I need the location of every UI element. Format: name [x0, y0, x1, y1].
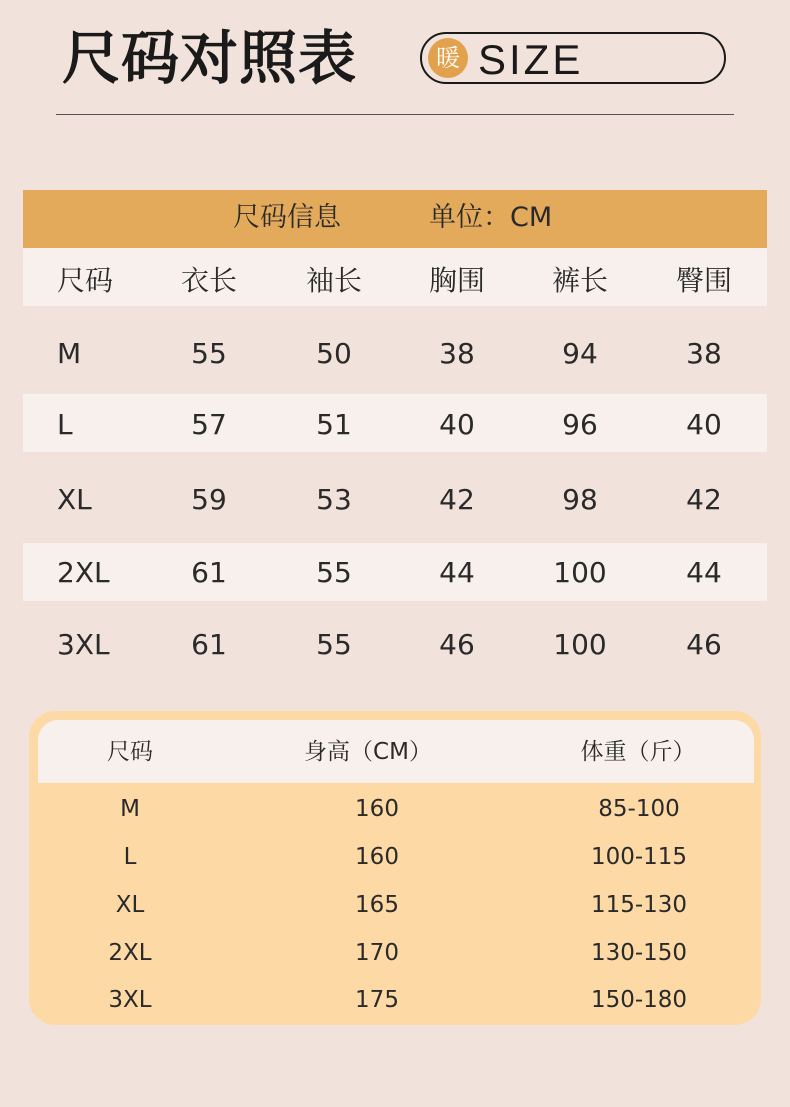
size-label: SIZE: [478, 36, 584, 83]
table-cell: 96: [562, 408, 598, 441]
table-cell: 175: [355, 987, 399, 1013]
table-cell: 170: [355, 940, 399, 966]
fit-header-size: 尺码: [107, 739, 153, 765]
table-cell: 44: [686, 556, 722, 589]
header-cell-pants: 裤长: [551, 264, 608, 297]
size-pill: [420, 32, 726, 84]
table-cell: 40: [686, 408, 722, 441]
table-cell: 50: [316, 337, 352, 370]
table-cell: L: [123, 844, 137, 870]
table-cell: 40: [439, 408, 475, 441]
table-cell: 61: [191, 556, 227, 589]
table-cell: 53: [316, 483, 352, 516]
table-cell: 160: [355, 796, 399, 822]
header-cell-chest: 胸围: [428, 264, 485, 297]
table-row: [23, 464, 767, 536]
table-cell: 2XL: [57, 556, 110, 589]
table-cell: 42: [686, 483, 722, 516]
table-cell: 38: [439, 337, 475, 370]
table-cell: 160: [355, 844, 399, 870]
table-cell: 165: [355, 892, 399, 918]
table-cell: 42: [439, 483, 475, 516]
table-row: [29, 879, 773, 927]
table-row: [23, 610, 767, 682]
table-cell: M: [120, 796, 140, 822]
unit-label: 单位：CM: [429, 202, 553, 233]
table-row: [29, 783, 773, 831]
table-cell: 85-100: [598, 796, 680, 822]
table-cell: L: [57, 408, 73, 441]
table-cell: 44: [439, 556, 475, 589]
table-cell: 100-115: [590, 844, 688, 870]
table-cell: 55: [316, 556, 352, 589]
table-cell: 2XL: [108, 940, 152, 966]
fit-header-weight: 体重（斤）: [580, 739, 696, 765]
table-cell: XL: [57, 483, 92, 516]
table-row: [29, 975, 773, 1023]
table-cell: 150-180: [590, 987, 688, 1013]
table-row: [23, 394, 767, 452]
table-cell: M: [57, 337, 82, 370]
fit-header-height: 身高（CM）: [304, 739, 432, 765]
table-cell: 100: [553, 556, 607, 589]
table-cell: 61: [191, 628, 227, 661]
fit-table-header: [38, 720, 754, 783]
page-title: 尺码对照表: [62, 24, 358, 92]
table-cell: 98: [562, 483, 598, 516]
header-cell-sleeve: 袖长: [305, 264, 362, 297]
table-cell: 46: [439, 628, 475, 661]
fit-card: [29, 711, 761, 1025]
warm-badge-icon: 暖: [428, 38, 468, 78]
table-cell: 55: [316, 628, 352, 661]
header-cell-hip: 臀围: [675, 264, 732, 297]
table-cell: 3XL: [57, 628, 110, 661]
table-cell: 38: [686, 337, 722, 370]
table-cell: 55: [191, 337, 227, 370]
table-cell: 57: [191, 408, 227, 441]
size-info-label: 尺码信息: [233, 202, 341, 233]
table-cell: XL: [115, 892, 145, 918]
table-cell: 3XL: [108, 987, 152, 1013]
table-row: [29, 831, 773, 879]
header-cell-length: 衣长: [180, 264, 237, 297]
table-cell: 46: [686, 628, 722, 661]
table-cell: 51: [316, 408, 352, 441]
table-cell: 94: [562, 337, 598, 370]
header-divider: [56, 114, 734, 115]
table-cell: 130-150: [590, 940, 688, 966]
table-cell: 100: [553, 628, 607, 661]
table-row: [29, 927, 773, 975]
header-cell-size: 尺码: [57, 264, 114, 297]
table-cell: 59: [191, 483, 227, 516]
table-row: [23, 318, 767, 390]
size-info-bar: [23, 190, 767, 248]
size-table-header: [23, 248, 767, 306]
table-cell: 115-130: [590, 892, 688, 918]
table-row: [23, 543, 767, 601]
